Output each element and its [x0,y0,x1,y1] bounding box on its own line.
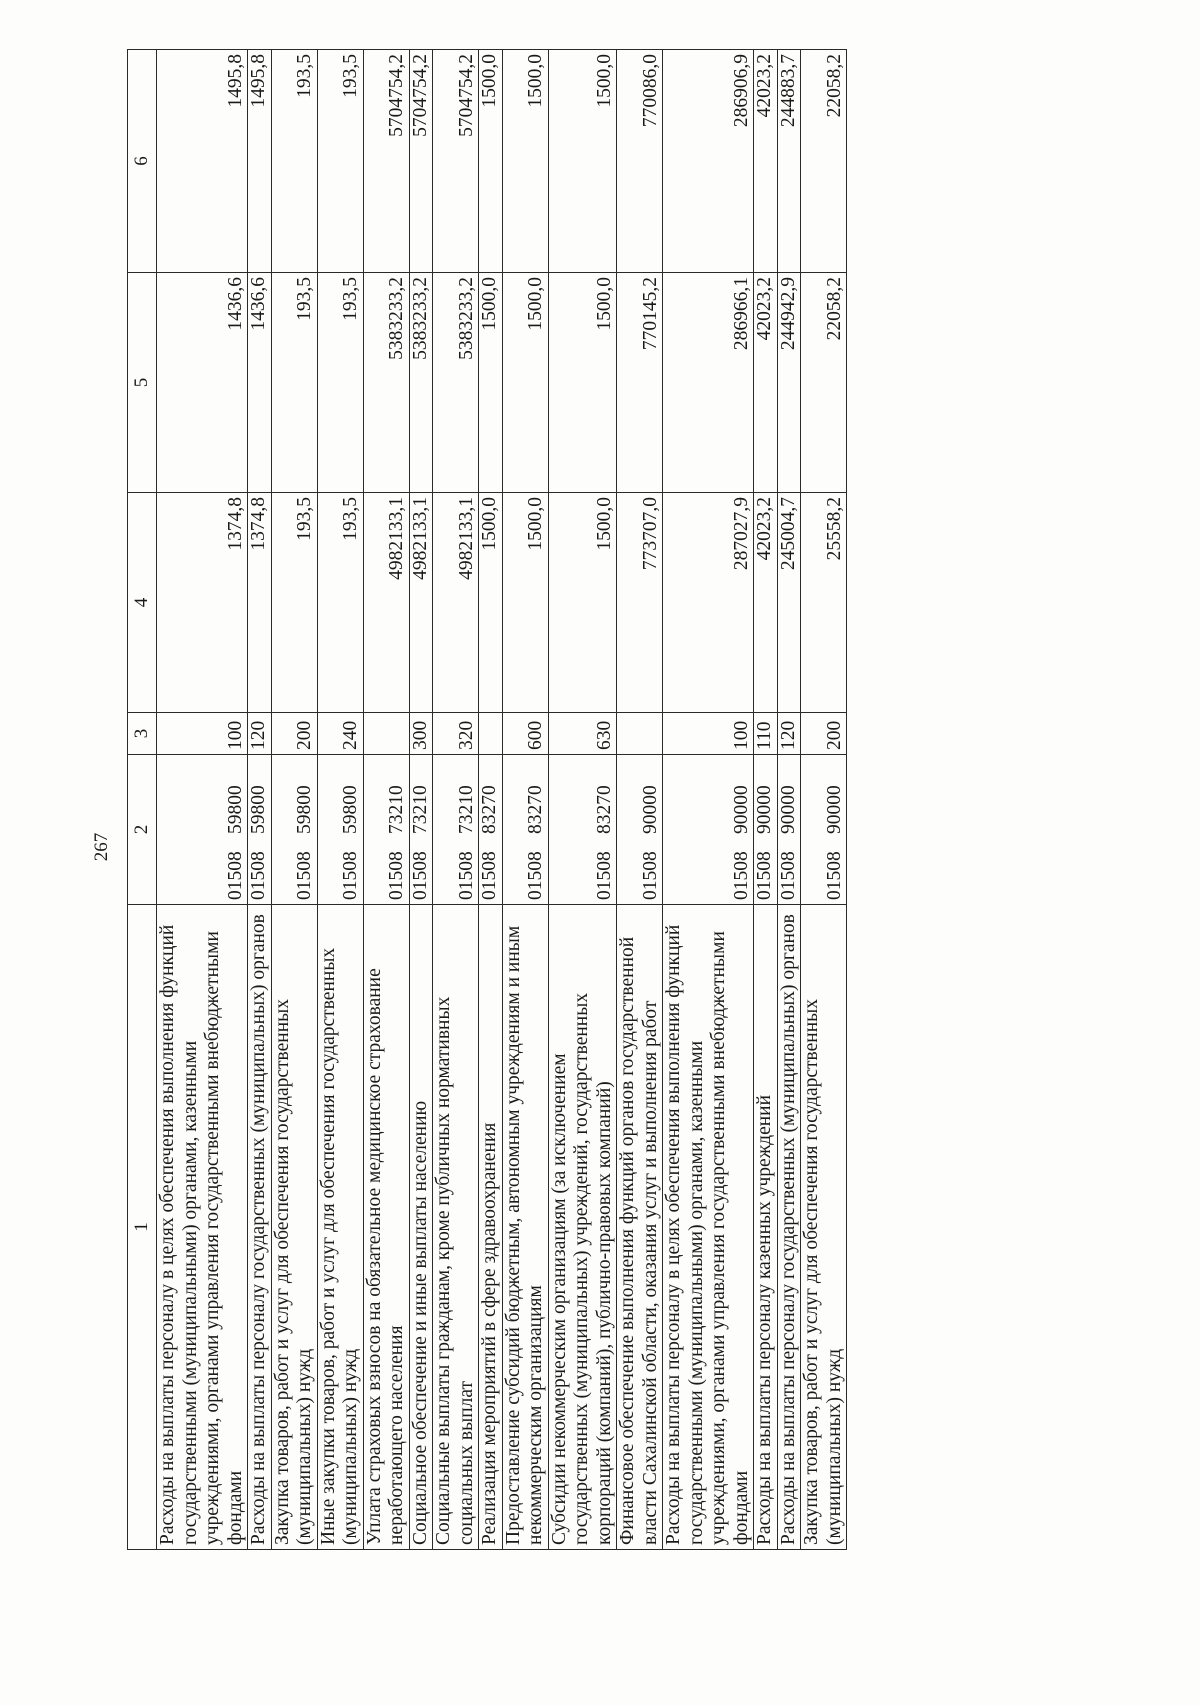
row-value-col5: 5383233,2 [363,273,409,493]
row-code [754,755,778,905]
row-expense-type: 200 [271,713,317,755]
row-name: Предоставление субсидий бюджетным, автономным учреждениям и иным некоммерческим организациям [502,905,548,1550]
table-row [754,50,778,1550]
table-row [502,50,548,1550]
table-row [548,50,617,1550]
table-row [248,50,272,1550]
table-row [433,50,479,1550]
page-number: 267 [91,832,112,862]
row-value-col5: 1500,0 [502,273,548,493]
table-row [271,50,317,1550]
row-code [248,755,272,905]
row-value-col5: 770145,2 [617,273,663,493]
row-value-col4: 245004,7 [777,493,801,713]
row-value-col5: 1500,0 [548,273,617,493]
col-header: 5 [128,273,157,493]
code-program: 01508 [224,851,246,900]
code-direction: 73210 [455,785,477,834]
row-expense-type: 100 [157,713,248,755]
row-name: Расходы на выплаты персоналу государственных (муниципальных) органов [248,905,272,1550]
row-value-col4: 4982133,1 [433,493,479,713]
code-direction: 83270 [593,785,615,834]
row-expense-type: 300 [409,713,433,755]
row-expense-type: 120 [248,713,272,755]
row-value-col5: 1500,0 [479,273,503,493]
col-header: 1 [128,905,157,1550]
row-code [777,755,801,905]
code-direction: 59800 [294,785,315,834]
row-expense-type [617,713,663,755]
header-row [128,50,157,1550]
code-direction: 59800 [224,785,246,834]
row-value-col4: 1500,0 [502,493,548,713]
row-name: Реализация мероприятий в сфере здравоохранения [479,905,503,1550]
code-program: 01508 [294,851,315,900]
row-code [433,755,479,905]
row-value-col5: 1436,6 [157,273,248,493]
row-value-col5: 22058,2 [801,273,847,493]
col-header: 3 [128,713,157,755]
code-program: 01508 [386,851,407,900]
code-program: 01508 [730,851,752,900]
code-direction: 83270 [525,785,546,834]
row-expense-type [479,713,503,755]
row-value-col5: 5383233,2 [433,273,479,493]
row-value-col6: 5704754,2 [433,50,479,273]
row-value-col5: 286966,1 [663,273,754,493]
code-direction: 83270 [479,785,500,834]
row-expense-type: 120 [777,713,801,755]
code-direction: 73210 [409,785,431,834]
budget-table [127,49,847,1550]
row-name: Расходы на выплаты персоналу в целях обеспечения выполнения функций государственными (муниципальными) органами, казенными учреждениями, органами управления государственными внебюджетными фондами [663,905,754,1550]
row-name: Социальное обеспечение и иные выплаты населению [409,905,433,1550]
row-name: Финансовое обеспечение выполнения функций органов государственной власти Сахалинской области, оказания услуг и выполнения работ [617,905,663,1550]
row-code [271,755,317,905]
col-header: 4 [128,493,157,713]
row-value-col4: 1500,0 [548,493,617,713]
col-header: 2 [128,755,157,905]
row-expense-type: 630 [548,713,617,755]
table-row [617,50,663,1550]
row-name: Закупка товаров, работ и услуг для обеспечения государственных (муниципальных) нужд [801,905,847,1550]
code-program: 01508 [823,851,845,900]
row-name: Расходы на выплаты персоналу государственных (муниципальных) органов [777,905,801,1550]
row-value-col4: 1374,8 [157,493,248,713]
row-value-col6: 1495,8 [157,50,248,273]
code-direction: 59800 [340,785,361,834]
row-expense-type: 100 [663,713,754,755]
row-value-col6: 193,5 [317,50,363,273]
row-name: Закупка товаров, работ и услуг для обеспечения государственных (муниципальных) нужд [271,905,317,1550]
row-name: Субсидии некоммерческим организациям (за исключением государственных (муниципальных) учреждений, государственных корпораций (компаний), публично-правовых компаний) [548,905,617,1550]
code-program: 01508 [248,851,269,900]
row-expense-type: 110 [754,713,778,755]
row-value-col6: 1495,8 [248,50,272,273]
row-value-col5: 5383233,2 [409,273,433,493]
code-direction: 73210 [386,785,407,834]
row-value-col6: 1500,0 [548,50,617,273]
row-code [548,755,617,905]
code-program: 01508 [777,851,799,900]
row-expense-type: 200 [801,713,847,755]
row-name: Иные закупки товаров, работ и услуг для обеспечения государственных (муниципальных) нужд [317,905,363,1550]
row-value-col4: 25558,2 [801,493,847,713]
code-direction: 90000 [730,785,752,834]
row-code [502,755,548,905]
code-program: 01508 [479,851,500,900]
table-row [777,50,801,1550]
row-code [409,755,433,905]
table-row [479,50,503,1550]
row-value-col5: 1436,6 [248,273,272,493]
code-direction: 59800 [248,785,269,834]
table-row [801,50,847,1550]
row-name: Уплата страховых взносов на обязательное медицинское страхование неработающего населения [363,905,409,1550]
row-value-col6: 5704754,2 [409,50,433,273]
table-row [409,50,433,1550]
row-value-col6: 22058,2 [801,50,847,273]
row-value-col4: 4982133,1 [363,493,409,713]
col-header: 6 [128,50,157,273]
table-row [663,50,754,1550]
row-value-col4: 1500,0 [479,493,503,713]
row-code [663,755,754,905]
row-code [617,755,663,905]
code-program: 01508 [754,851,775,900]
row-value-col5: 244942,9 [777,273,801,493]
row-value-col5: 193,5 [317,273,363,493]
row-value-col4: 773707,0 [617,493,663,713]
budget-table-page [127,50,1107,1550]
row-name: Расходы на выплаты персоналу в целях обеспечения выполнения функций государственными (муниципальными) органами, казенными учреждениями, органами управления государственными внебюджетными фондами [157,905,248,1550]
row-value-col4: 193,5 [271,493,317,713]
row-code [479,755,503,905]
row-value-col6: 286906,9 [663,50,754,273]
table-row [317,50,363,1550]
row-name: Социальные выплаты гражданам, кроме публичных нормативных социальных выплат [433,905,479,1550]
row-code [801,755,847,905]
code-direction: 90000 [777,785,799,834]
code-program: 01508 [525,851,546,900]
row-value-col5: 42023,2 [754,273,778,493]
row-expense-type [363,713,409,755]
row-value-col4: 193,5 [317,493,363,713]
row-value-col4: 287027,9 [663,493,754,713]
row-expense-type: 240 [317,713,363,755]
code-program: 01508 [455,851,477,900]
row-value-col6: 5704754,2 [363,50,409,273]
code-direction: 90000 [823,785,845,834]
table-row [157,50,248,1550]
row-name: Расходы на выплаты персоналу казенных учреждений [754,905,778,1550]
row-expense-type: 600 [502,713,548,755]
row-value-col6: 770086,0 [617,50,663,273]
code-direction: 90000 [639,785,661,834]
code-program: 01508 [409,851,431,900]
table-row [363,50,409,1550]
row-value-col6: 244883,7 [777,50,801,273]
row-code [157,755,248,905]
row-value-col4: 1374,8 [248,493,272,713]
row-code [317,755,363,905]
row-code [363,755,409,905]
code-direction: 90000 [754,785,775,834]
row-value-col4: 42023,2 [754,493,778,713]
row-value-col6: 1500,0 [502,50,548,273]
code-program: 01508 [639,851,661,900]
row-value-col4: 4982133,1 [409,493,433,713]
row-value-col5: 193,5 [271,273,317,493]
row-expense-type: 320 [433,713,479,755]
row-value-col6: 42023,2 [754,50,778,273]
code-program: 01508 [340,851,361,900]
row-value-col6: 1500,0 [479,50,503,273]
row-value-col6: 193,5 [271,50,317,273]
code-program: 01508 [593,851,615,900]
